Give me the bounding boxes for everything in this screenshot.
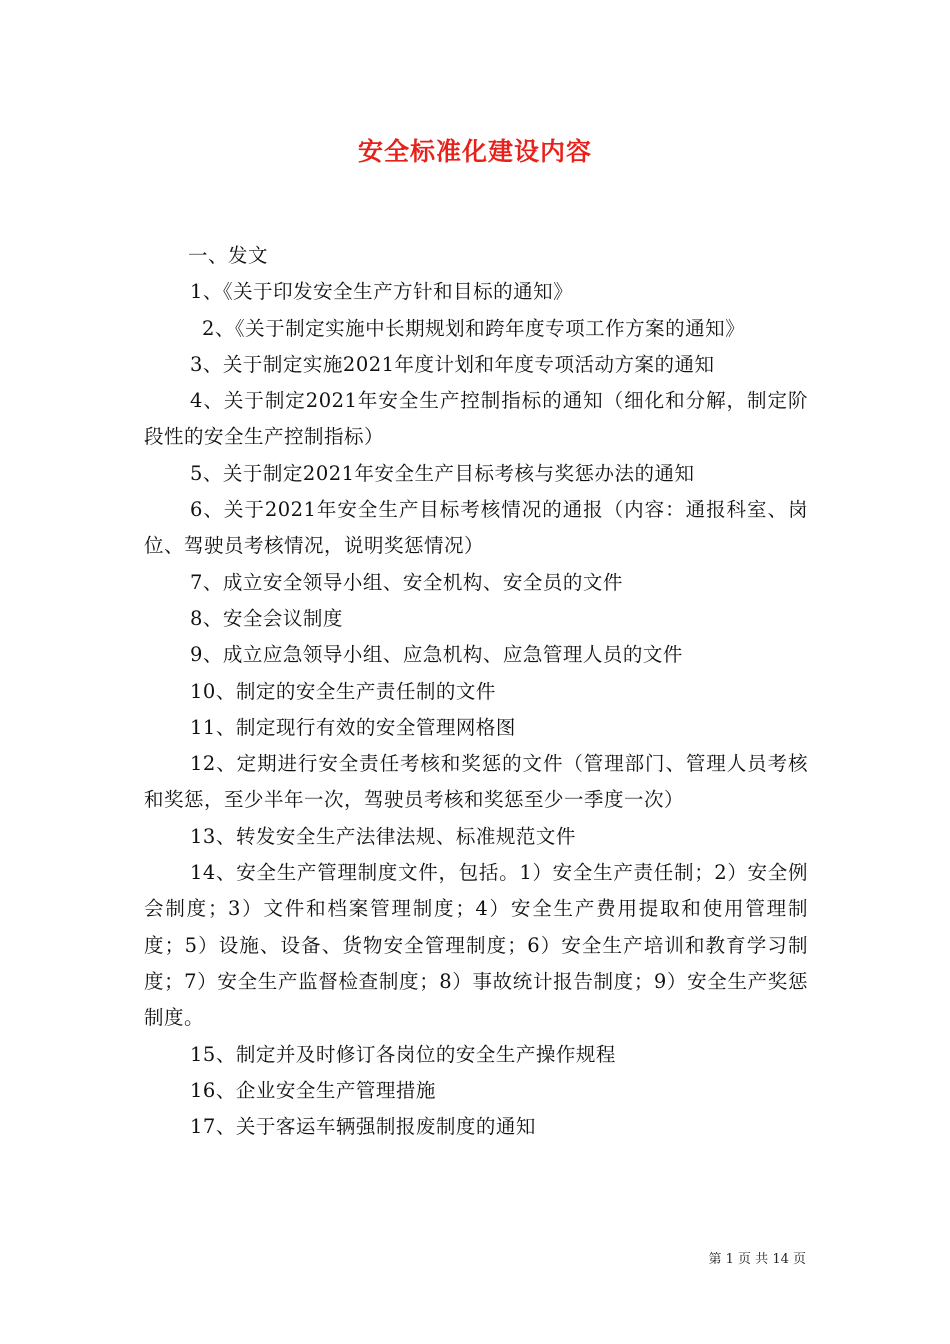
list-item: 7、成立安全领导小组、安全机构、安全员的文件 — [190, 570, 623, 594]
list-item: 14、安全生产管理制度文件，包括。1）安全生产责任制；2）安全例会制度；3）文件和档案管理制度；4）安全生产费用提取和使用管理制度；5）设施、设备、货物安全管理制度；6）安全生产培训和教育学习制度；7）安全生产监督检查制度；8）事故统计报告制度；9）安全生产奖惩制度。 — [144, 861, 808, 1030]
list-item: 12、定期进行安全责任考核和奖惩的文件（管理部门、管理人员考核和奖惩，至少半年一次，驾驶员考核和奖惩至少一季度一次） — [144, 752, 808, 812]
list-item: 8、安全会议制度 — [190, 606, 343, 630]
section-heading: 一、发文 — [188, 244, 269, 267]
list-item: 17、关于客运车辆强制报废制度的通知 — [190, 1115, 536, 1139]
page-number-footer: 第 1 页 共 14 页 — [708, 1252, 806, 1267]
list-item: 13、转发安全生产法律法规、标准规范文件 — [190, 824, 576, 848]
list-item: 3、关于制定实施2021年度计划和年度专项活动方案的通知 — [190, 352, 715, 376]
list-item: 11、制定现行有效的安全管理网格图 — [190, 715, 516, 739]
list-item: 9、成立应急领导小组、应急机构、应急管理人员的文件 — [190, 643, 683, 667]
list-item: 5、关于制定2021年安全生产目标考核与奖惩办法的通知 — [190, 461, 695, 485]
list-item: 2、《关于制定实施中长期规划和跨年度专项工作方案的通知》 — [202, 316, 746, 340]
document-title: 安全标准化建设内容 — [357, 137, 592, 166]
list-item: 4、关于制定2021年安全生产控制指标的通知（细化和分解，制定阶段性的安全生产控制指标） — [144, 389, 808, 449]
list-item: 15、制定并及时修订各岗位的安全生产操作规程 — [190, 1042, 616, 1066]
list-item: 10、制定的安全生产责任制的文件 — [190, 679, 496, 703]
document-body — [144, 238, 808, 1145]
list-item: 16、企业安全生产管理措施 — [190, 1078, 436, 1102]
list-item: 6、关于2021年安全生产目标考核情况的通报（内容：通报科室、岗位、驾驶员考核情况，说明奖惩情况） — [144, 498, 808, 558]
list-item: 1、《关于印发安全生产方针和目标的通知》 — [190, 280, 574, 304]
